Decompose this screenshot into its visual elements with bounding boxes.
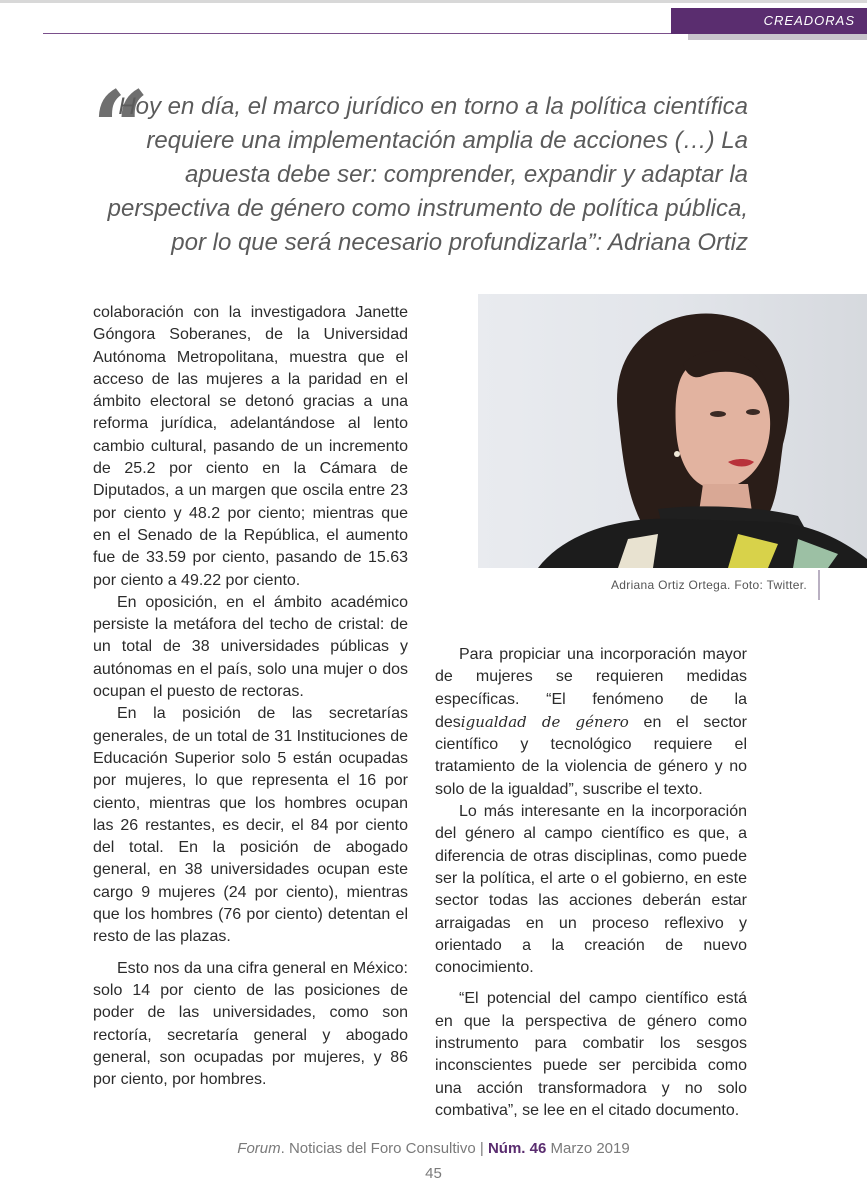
quote-mark-icon: “ bbox=[92, 69, 150, 187]
header-rule bbox=[43, 33, 671, 34]
top-rule bbox=[0, 0, 867, 3]
right-paragraph-3: “El potencial del campo científico está en que la perspectiva de género como instrumento para combatir los sesgos inconscientes puede ser percibida como una acción transformadora y no solo combativa”, se lee en el citado documento. bbox=[435, 990, 747, 1119]
footer-publication: Forum bbox=[237, 1140, 281, 1157]
right-paragraph-1 bbox=[435, 644, 747, 801]
left-paragraph-2: En oposición, en el ámbito académico persiste la metáfora del techo de cristal: de un total de 38 universidades públicas y autónomas en el país, solo una mujer o dos ocupan el puesto de rectoras. bbox=[93, 593, 408, 701]
footer-issue: Núm. 46 bbox=[487, 1140, 547, 1157]
footer-date: Marzo 2019 bbox=[546, 1140, 630, 1157]
right-paragraph-1-end: en el sector científico y tecnológico requiere el tratamiento de la violencia de género y no solo de la igualdad”, suscribe el texto. bbox=[435, 713, 748, 798]
section-tab: CREADORAS bbox=[671, 8, 867, 34]
portrait-photo bbox=[478, 294, 867, 568]
footer-separator: | bbox=[475, 1140, 488, 1157]
left-paragraph-3: En la posición de las secretarías generales, de un total de 31 Instituciones de Educación Superior solo 5 están ocupadas por mujeres, lo que representa el 16 por ciento, mientras que los hombres ocupan las 26 restantes, es decir, el 84 por ciento del total. En la posición de abogado general, en 38 universidades ocupan este cargo 9 mujeres (24 por ciento), mientras que los hombres (76 por ciento) detentan el resto de las plazas. bbox=[93, 705, 408, 946]
page-number: 45 bbox=[425, 1165, 442, 1182]
pullquote: Hoy en día, el marco jurídico en torno a la política científica requiere una implementación amplia de acciones (…) La apuesta debe ser: comprender, expandir y adaptar la perspectiva de género como instrumento de política pública, por lo que será necesario profundizarla”: Adriana Ortiz bbox=[107, 93, 748, 256]
caption-bar bbox=[818, 570, 820, 600]
photo-caption: Adriana Ortiz Ortega. Foto: Twitter. bbox=[611, 578, 807, 592]
portrait-illustration bbox=[478, 294, 867, 568]
right-paragraph-2: Lo más interesante en la incorporación del género al campo científico es que, a diferencia de otras disciplinas, como puede ser la política, el arte o el gobierno, en este sector todas las acciones deberán estar arraigadas en un proceso reflexivo y orientado a la creación de nuevo conocimiento. bbox=[435, 803, 747, 977]
left-paragraph-1: colaboración con la investigadora Janette Góngora Soberanes, de la Universidad Autónoma Metropolitana, muestra que el acceso de las mujeres a la paridad en el ámbito electoral se detonó gracias a una reforma jurídica, adelantándose al lento cambio cultural, pasando de un incremento de 25.2 por ciento en la Cámara de Diputados, a un margen que oscila entre 23 por ciento y 48.2 por ciento; mientras que en el Senado de la República, el aumento fue de 33.59 por ciento, pasando de 15.63 por ciento a 49.22 por ciento. bbox=[93, 304, 408, 589]
right-paragraph-1-start: Para propiciar una incorporación mayor de mujeres se requieren medidas específicas. “El fenómeno de la des bbox=[435, 646, 747, 731]
footer bbox=[0, 1140, 867, 1157]
right-paragraph-1-emphasis: igualdad de género bbox=[460, 712, 629, 731]
footer-publication-rest: . Noticias del Foro Consultivo bbox=[280, 1140, 476, 1157]
right-column bbox=[435, 644, 747, 1122]
left-column bbox=[93, 302, 408, 1091]
left-paragraph-4: Esto nos da una cifra general en México: solo 14 por ciento de las posiciones de poder de las universidades, como son rectoría, secretaría general y abogado general, son ocupadas por mujeres, y 86 por ciento, por hombres. bbox=[93, 959, 408, 1089]
section-tab-shadow bbox=[688, 34, 867, 40]
